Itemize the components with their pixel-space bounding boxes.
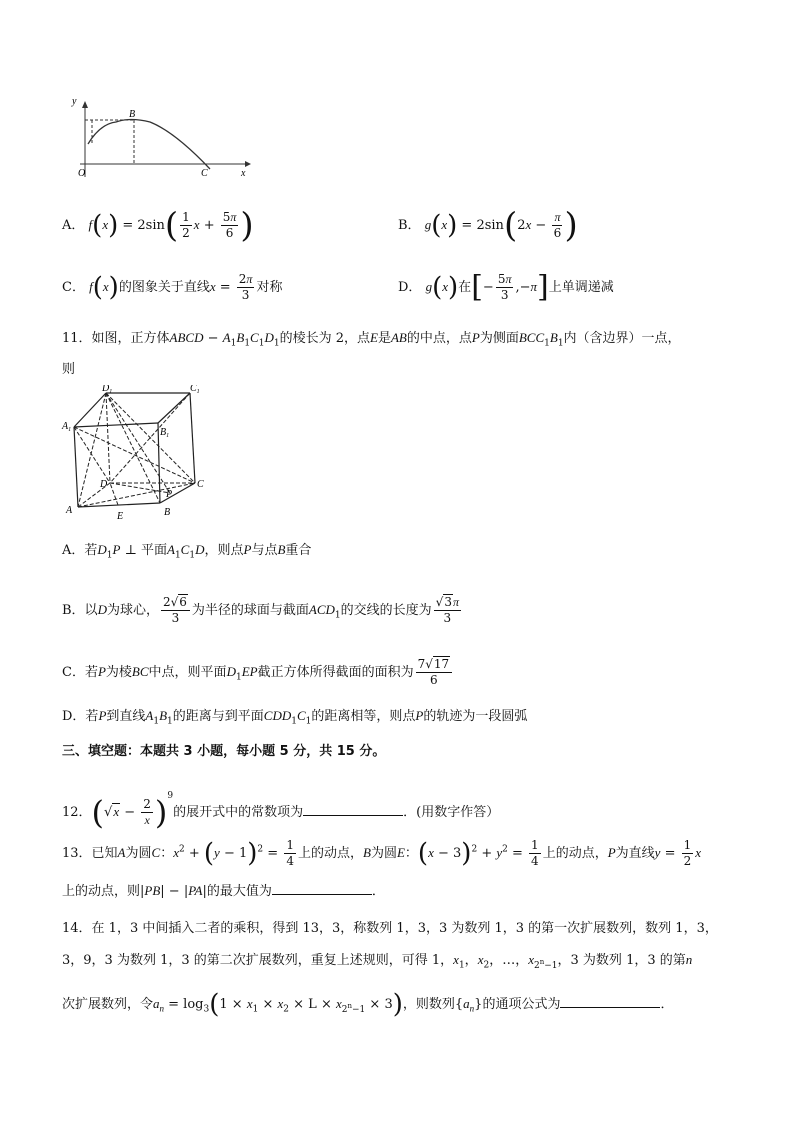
- q14-line3: 次扩展数列，令$a_n = \log_3(1 \times x_1 \times x_2 \times L \times x_{2^n-1} \times 3)$，则数列$\{a_n\}$的通项公式为 ．: [62, 989, 674, 1020]
- q14-answer-blank[interactable]: [560, 993, 660, 1008]
- q14-line2: 3，9，3 为数列 1，3 的第二次扩展数列，重复上述规则，可得 1，$x_1$，$x_2$，…，$x_{2^n-1}$，3 为数列 1，3 的第n: [62, 952, 693, 971]
- q13-line1: 13．已知A为圆C：$x^2 + (y - 1)^2$ = $\frac{1}{4}$ 上的动点，B为圆E：$(x - 3)^2 + y^2$ = $\frac{1}{4}$ 上的动点，P为直线y = $\frac{1}{2}$ x: [62, 838, 702, 869]
- q14-line1: 14．在 1，3 中间插入二者的乘积，得到 13，3，称数列 1，3，3 为数列 1，3 的第一次扩展数列，数列 1，3，: [62, 921, 718, 936]
- q11-stem: 11．如图，正方体ABCD − $A_1B_1C_1D_1$的棱长为 2，点E是AB的中点，点P为侧面$BCC_1B_1$内（含边界）一点，: [62, 330, 681, 349]
- cube-label-c1: $C_1$: [190, 385, 200, 395]
- q12: 12．(√x − $\frac{2}{x}$ )$^9$的展开式中的常数项为 ．(用数字作答）: [62, 791, 500, 832]
- label-o: O: [78, 168, 86, 179]
- cube-label-d1: $D_1$: [102, 385, 113, 395]
- cube-label-a1: $A_1$: [62, 421, 72, 433]
- cube-label-b1: $B_1$: [160, 427, 170, 439]
- cube-label-d: D: [100, 479, 108, 490]
- cube-figure: [60, 385, 220, 525]
- label-b: B: [129, 109, 136, 120]
- y-axis-arrow: [82, 101, 88, 108]
- q11-option-d: D．若P到直线$A_1B_1$的距离与到平面$CDD_1C_1$的距离相等，则点P的轨迹为一段圆弧: [62, 708, 528, 727]
- q11-option-b: B．以D为球心， $\frac{2√6}{3}$ 为半径的球面与截面$ACD_1$的交线的长度为 $\frac{√3\pi}{3}$: [62, 595, 459, 625]
- cube-label-e: E: [117, 511, 124, 522]
- cube-label-b: B: [164, 507, 171, 518]
- sine-graph-figure: [60, 92, 260, 182]
- label-y: y: [72, 96, 77, 107]
- cube-label-p: P: [166, 489, 173, 500]
- q10-option-a: A． f(x) = 2sin( $\frac{1}{2}$ x + $\frac{5\pi}{6}$ ): [62, 205, 254, 246]
- label-x: x: [241, 168, 246, 179]
- q10-option-c: C． f(x)的图象关于直线x = $\frac{2\pi}{3}$ 对称: [62, 272, 283, 303]
- cube-label-c: C: [197, 479, 204, 490]
- q13-line2: 上的动点，则|PB| − |PA|的最大值为 ．: [62, 880, 385, 902]
- label-c: C: [201, 168, 208, 179]
- section-3-title: 三、填空题：本题共 3 小题，每小题 5 分，共 15 分。: [62, 744, 386, 759]
- q11-option-a: A．若$D_1P$ ⊥ 平面$A_1C_1D$，则点P与点B重合: [62, 542, 312, 561]
- x-axis-arrow: [245, 161, 251, 167]
- cube-label-a: A: [66, 505, 73, 516]
- sine-curve: [88, 120, 210, 170]
- q12-answer-blank[interactable]: [303, 801, 403, 816]
- q13-answer-blank[interactable]: [272, 880, 372, 895]
- q11-stem-cont: 则: [62, 362, 76, 377]
- q11-option-c: C．若P为棱BC中点，则平面$D_1EP$截正方体所得截面的面积为 $\frac{7√17}{6}$: [62, 657, 454, 688]
- q10-option-b: B． g(x) = 2sin(2x − $\frac{\pi}{6}$ ): [398, 205, 578, 246]
- q10-option-d: D． g(x)在[− $\frac{5\pi}{3}$ ,−π]上单调递减: [398, 269, 614, 305]
